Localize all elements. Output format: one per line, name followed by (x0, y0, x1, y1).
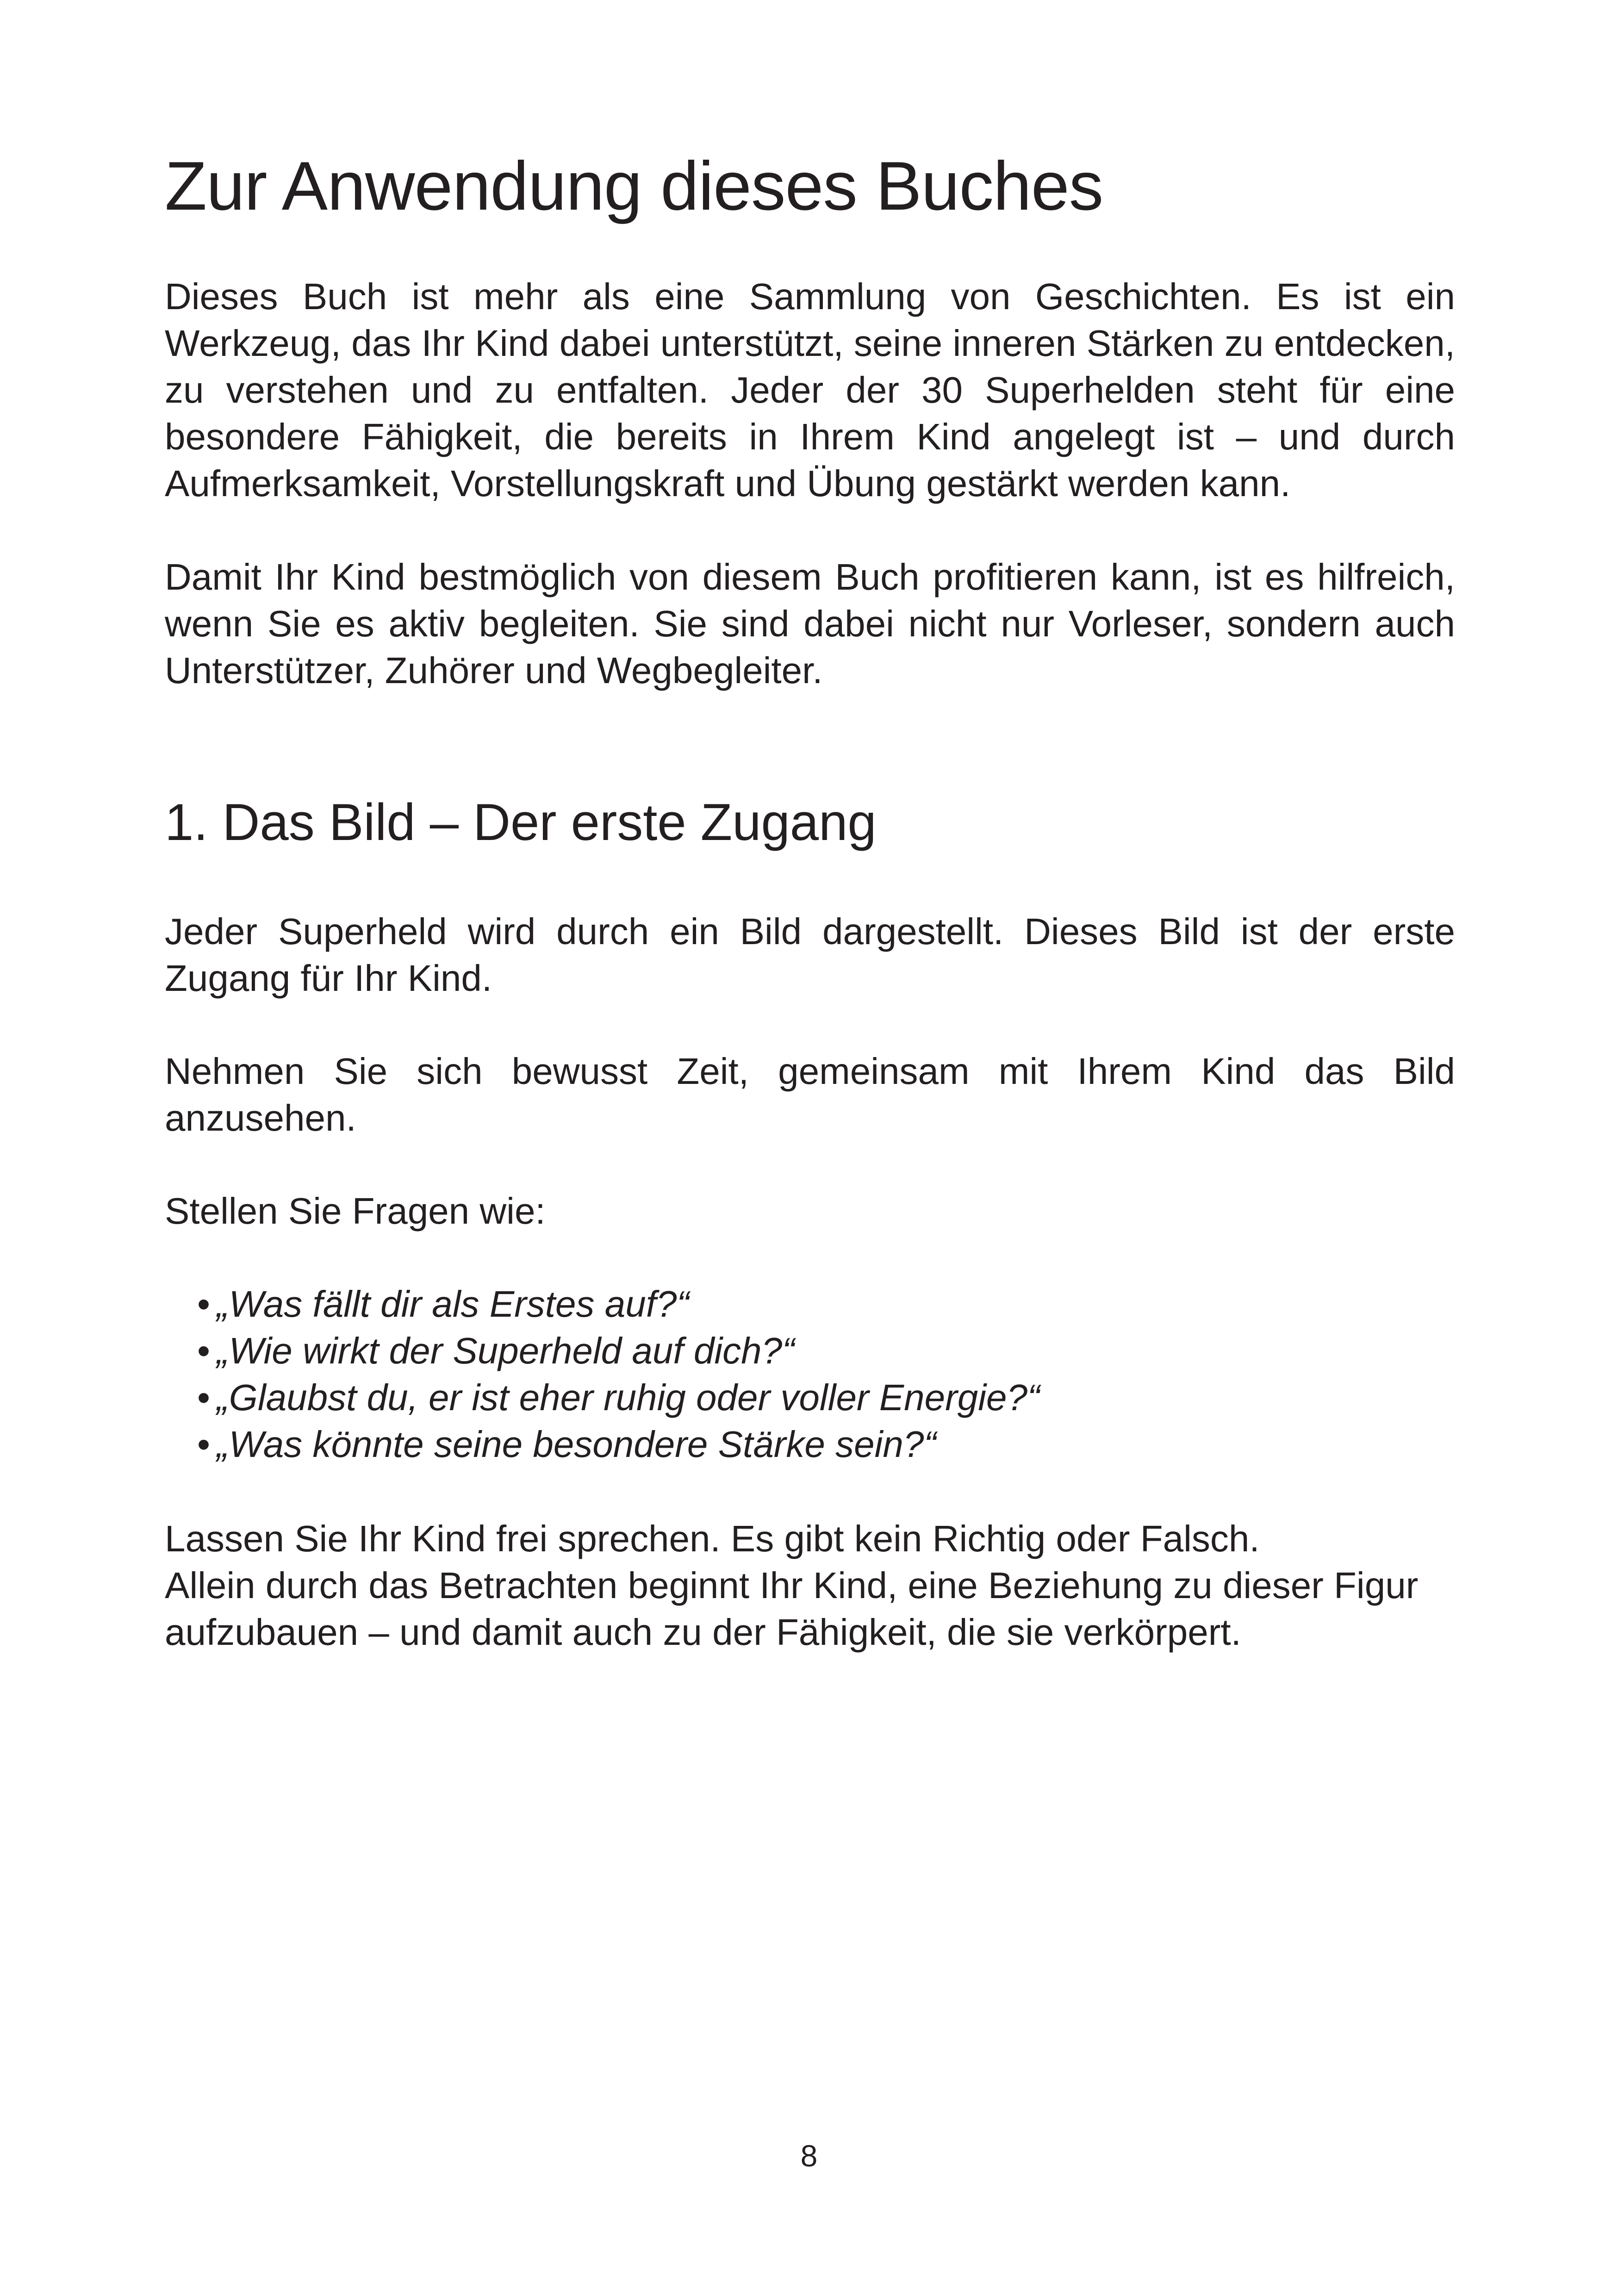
page-title: Zur Anwendung dieses Buches (165, 147, 1103, 224)
bullet-icon: • (197, 1377, 211, 1418)
closing-paragraph (165, 1515, 1455, 1655)
question-list (197, 1281, 1040, 1468)
bullet-icon: • (197, 1330, 211, 1371)
question-item (197, 1281, 1040, 1327)
question-text: „Glaubst du, er ist eher ruhig oder voller Energie?“ (217, 1377, 1040, 1418)
intro-paragraph: Dieses Buch ist mehr als eine Sammlung von Geschichten. Es ist ein Werkzeug, das Ihr Kind dabei unterstützt, seine inneren Stärken zu entdecken, zu verstehen und zu entfalten. Jeder der 30 Superhelden steht für eine besondere Fähigkeit, die bereits in Ihrem Kind angelegt ist – und durch Aufmerksamkeit, Vorstellungskraft und Übung gestärkt werden kann. (165, 276, 1455, 504)
page-number: 8 (800, 2139, 818, 2173)
section-heading: 1. Das Bild – Der erste Zugang (165, 793, 877, 851)
bullet-icon: • (197, 1424, 211, 1465)
closing-line: Lassen Sie Ihr Kind frei sprechen. Es gibt kein Richtig oder Falsch. (165, 1518, 1260, 1559)
section-paragraph: Nehmen Sie sich bewusst Zeit, gemeinsam mit Ihrem Kind das Bild anzusehen. (165, 1051, 1455, 1139)
question-text: „Wie wirkt der Superheld auf dich?“ (217, 1330, 795, 1371)
question-item (197, 1327, 1040, 1374)
question-text: „Was könnte seine besondere Stärke sein?“ (217, 1424, 936, 1465)
closing-line: Allein durch das Betrachten beginnt Ihr Kind, eine Beziehung zu dieser Figur aufzubauen – und damit auch zu der Fähigkeit, die sie verkörpert. (165, 1565, 1419, 1653)
question-item (197, 1421, 1040, 1468)
section-paragraph: Jeder Superheld wird durch ein Bild dargestellt. Dieses Bild ist der erste Zugang für Ihr Kind. (165, 911, 1455, 999)
question-item (197, 1374, 1040, 1421)
bullet-icon: • (197, 1283, 211, 1325)
intro-paragraph: Damit Ihr Kind bestmöglich von diesem Buch profitieren kann, ist es hilfreich, wenn Sie es aktiv begleiten. Sie sind dabei nicht nur Vorleser, sondern auch Unterstützer, Zuhörer und Wegbegleiter. (165, 556, 1455, 691)
section-paragraph: Stellen Sie Fragen wie: (165, 1190, 546, 1232)
question-text: „Was fällt dir als Erstes auf?“ (217, 1283, 690, 1325)
